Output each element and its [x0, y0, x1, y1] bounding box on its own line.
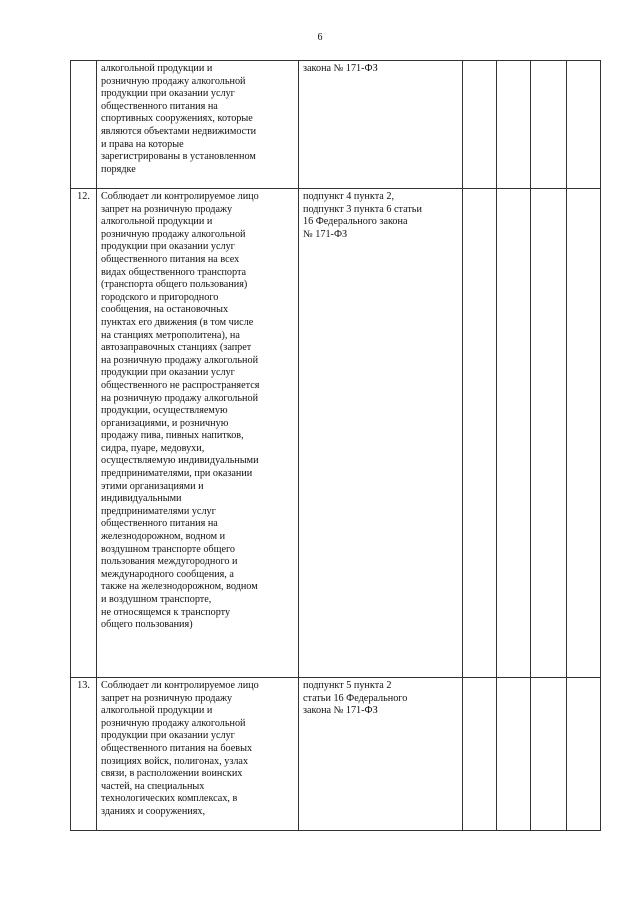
- question-line: зданиях и сооружениях,: [101, 805, 206, 817]
- question-line: пунктах его движения (в том числе: [101, 316, 254, 328]
- law-line: подпункт 5 пункта 2: [303, 680, 392, 691]
- law-line: закона № 171-ФЗ: [303, 63, 378, 74]
- question-line: сообщения, на остановочных: [101, 304, 229, 316]
- question-line: индивидуальными: [101, 493, 182, 505]
- question-line: запрет на розничную продажу: [101, 692, 233, 704]
- question-line: общего пользования): [101, 619, 193, 631]
- question-line: зарегистрированы в установленном: [101, 151, 256, 163]
- law-reference-cell: [299, 678, 463, 831]
- question-line: частей, на специальных: [101, 780, 205, 792]
- question-line: на розничную продажу алкогольной: [101, 354, 259, 366]
- question-line: алкогольной продукции и: [101, 216, 213, 228]
- row-number: 13.: [71, 678, 97, 831]
- checklist-table: [70, 60, 601, 831]
- question-line: продукции, осуществляемую: [101, 405, 228, 417]
- note-cell: [567, 678, 601, 831]
- question-line: общественного питания на всех: [101, 253, 240, 265]
- law-reference-cell: [299, 61, 463, 189]
- answer-cell-no: [497, 678, 531, 831]
- note-cell: [567, 61, 601, 189]
- question-cell: [97, 61, 299, 189]
- question-line: пользования междугородного и: [101, 556, 238, 568]
- question-line: продукции при оказании услуг: [101, 241, 235, 253]
- question-line: розничную продажу алкогольной: [101, 75, 246, 87]
- law-reference-cell: [299, 189, 463, 678]
- question-line: связи, в расположении воинских: [101, 768, 243, 780]
- question-line: технологических комплексах, в: [101, 793, 238, 805]
- question-line: продажу пива, пивных напитков,: [101, 430, 244, 442]
- question-line: международного сообщения, а: [101, 568, 234, 580]
- row-number: [71, 61, 97, 189]
- question-line: розничную продажу алкогольной: [101, 717, 246, 729]
- question-line: также на железнодорожном, водном: [101, 581, 258, 593]
- answer-cell-no: [497, 61, 531, 189]
- question-line: Соблюдает ли контролируемое лицо: [101, 191, 259, 202]
- row-number: 12.: [71, 189, 97, 678]
- question-line: видах общественного транспорта: [101, 266, 247, 278]
- page-number: 6: [317, 32, 323, 43]
- question-cell: [97, 678, 299, 831]
- question-line: на розничную продажу алкогольной: [101, 392, 259, 404]
- question-line: сидра, пуаре, медовухи,: [101, 442, 205, 454]
- answer-cell-na: [531, 678, 567, 831]
- question-line: предпринимателями услуг: [101, 505, 216, 517]
- question-line: порядке: [101, 163, 136, 175]
- question-line: и воздушном транспорте,: [101, 594, 212, 605]
- question-line: общественного питания на: [101, 518, 218, 530]
- question-line: (транспорта общего пользования): [101, 279, 248, 291]
- question-line: этими организациями и: [101, 480, 204, 492]
- law-line: подпункт 3 пункта 6 статьи: [303, 203, 422, 215]
- question-line: позициях войск, полигонах, узлах: [101, 755, 249, 767]
- question-line: являются объектами недвижимости: [101, 125, 257, 137]
- question-line: общественного питания на: [101, 100, 218, 112]
- question-line: спортивных сооружениях, которые: [101, 113, 253, 125]
- note-cell: [567, 189, 601, 678]
- question-line: алкогольной продукции и: [101, 705, 213, 717]
- question-line: продукции при оказании услуг: [101, 367, 235, 379]
- answer-cell-na: [531, 61, 567, 189]
- question-cell: [97, 189, 299, 678]
- question-line: городского и пригородного: [101, 291, 219, 303]
- question-line: воздушном транспорте общего: [101, 543, 235, 555]
- question-line: продукции при оказании услуг: [101, 730, 235, 742]
- question-line: продукции при оказании услуг: [101, 88, 235, 100]
- answer-cell-yes: [463, 678, 497, 831]
- question-line: на станциях метрополитена), на: [101, 329, 240, 341]
- law-line: подпункт 4 пункта 2,: [303, 191, 394, 202]
- answer-cell-yes: [463, 189, 497, 678]
- question-line: алкогольной продукции и: [101, 63, 213, 74]
- answer-cell-no: [497, 189, 531, 678]
- question-line: предпринимателями, при оказании: [101, 468, 253, 480]
- question-line: и права на которые: [101, 138, 184, 150]
- question-line: запрет на розничную продажу: [101, 203, 233, 215]
- question-line: автозаправочных станциях (запрет: [101, 342, 252, 354]
- table-row: [71, 678, 601, 831]
- answer-cell-na: [531, 189, 567, 678]
- question-line: осуществляемую индивидуальными: [101, 455, 259, 467]
- question-line: организациями, и розничную: [101, 417, 229, 429]
- question-line: общественного питания на боевых: [101, 742, 253, 754]
- question-line: розничную продажу алкогольной: [101, 228, 246, 240]
- question-line: общественного не распространяется: [101, 379, 260, 391]
- law-line: № 171-ФЗ: [303, 228, 348, 240]
- table-row: [71, 61, 601, 189]
- law-line: закона № 171-ФЗ: [303, 705, 378, 717]
- table-row: [71, 189, 601, 678]
- question-line: не относящемся к транспорту: [101, 606, 231, 618]
- law-line: статьи 16 Федерального: [303, 692, 408, 704]
- question-line: Соблюдает ли контролируемое лицо: [101, 680, 259, 691]
- question-line: железнодорожном, водном и: [101, 531, 226, 543]
- law-line: 16 Федерального закона: [303, 216, 408, 228]
- answer-cell-yes: [463, 61, 497, 189]
